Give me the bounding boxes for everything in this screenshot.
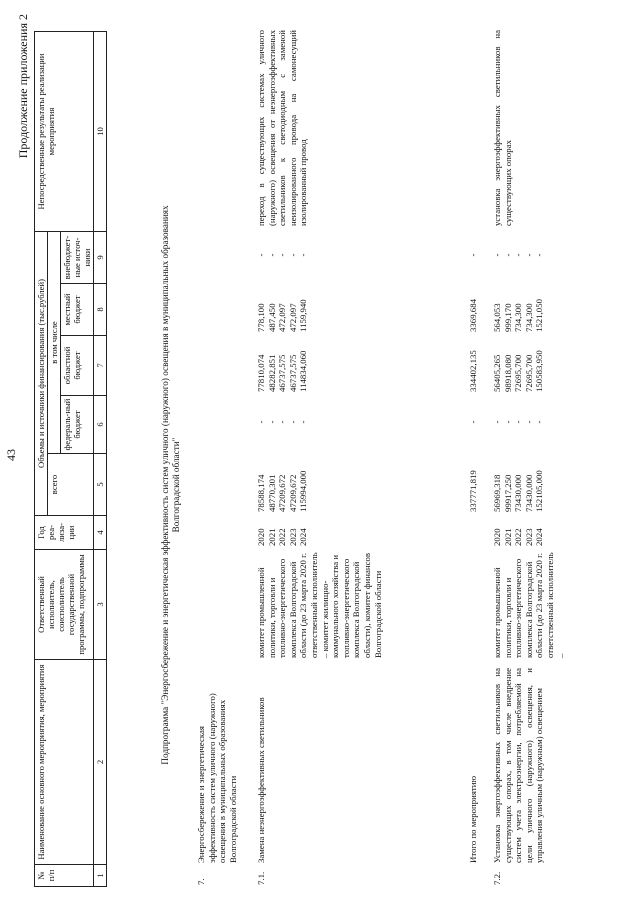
itogo-extra: - [468,253,478,257]
colnum-2: 2 [94,660,107,865]
item-7-2-total [492,452,545,512]
year-cell-1: 2021 [266,528,277,546]
extra-cell-0: - [492,253,502,257]
local-cell-1: 487,450 [266,303,277,332]
page-number: 43 [4,449,18,461]
subprogram-title: Подпрограмма "Энергосбережение и энергетическая эффективность систем уличного (наружного) освещения в муниципальных образованиях Волгоградской области" [160,205,181,765]
federal-cell-2: - [277,420,288,424]
item-7-2-years [492,514,545,546]
header-extra: внебюджет-ные источ-ники [61,232,94,284]
itogo-federal: - [468,420,478,424]
year-cell-2: 2022 [277,528,288,546]
item-7-2-federal [492,394,545,450]
federal-cell-0: - [492,420,502,424]
item-7-2-num: 7.2. [492,871,502,885]
item-7-2-local [492,282,545,332]
item-7-1-responsible: комитет промышленной политики, торговли и топливно-энергетического комплекса Волгоградской области (до 23 марта 2020 г. ответственный исполнитель – комитет жилищно-коммунального хозяйства и топливно-энергетического комплекса Волгоградской области), комитет финансов Волгоградской области [256,552,383,658]
itogo-regional: 334402,135 [468,350,478,392]
total-cell-1: 48770,301 [266,474,277,512]
header-including: в том числе [48,232,61,454]
header-num: № п/п [35,865,94,887]
total-cell-0: 56969,318 [492,474,502,512]
colnum-5: 5 [94,454,107,516]
year-cell-3: 2023 [523,528,534,546]
item-7-2-result: установка энергоэффективных светильников на существующих опорах [492,30,513,226]
header-responsible: Ответственный исполнитель, соисполнитель государственной программы, подпрограммы [35,550,94,660]
item-7-2-responsible: комитет промышленной политики, торговли и топливно-энергетического комплекса Волгоградской области (до 23 марта 2020 г. ответственный исполнитель – [492,552,566,658]
extra-cell-2: - [513,253,524,257]
federal-cell-0: - [256,420,266,424]
itogo-local: 3369,684 [468,299,478,332]
regional-cell-3: 46737,575 [287,354,298,392]
item-7-1-federal [256,394,309,450]
total-cell-1: 99917,250 [502,474,513,512]
colnum-1: 1 [94,865,107,887]
total-cell-4: 115994,000 [298,470,309,512]
regional-cell-4: 150583,950 [534,350,545,392]
local-cell-2: 472,097 [277,303,288,332]
local-cell-3: 472,097 [287,303,298,332]
local-cell-2: 734,300 [513,303,524,332]
header-local: местный бюджет [61,284,94,336]
local-cell-0: 564,053 [492,303,502,332]
colnum-4: 4 [94,516,107,550]
item-7-1-total [256,452,309,512]
regional-cell-0: 56405,265 [492,354,502,392]
federal-cell-1: - [266,420,277,424]
total-cell-3: 73430,000 [523,474,534,512]
extra-cell-3: - [523,253,534,257]
year-cell-4: 2024 [298,528,309,546]
item-7-1-years [256,514,309,546]
total-cell-2: 47209,672 [277,474,288,512]
header-financing: Объемы и источники финансирования (тыс.рублей) [35,232,48,516]
item-7-1-num: 7.1. [256,871,266,885]
item-7-name: Энергосбережение и энергетическая эффективность систем уличного (наружного) освещения в муниципальных образованиях Волгоградской области [196,693,238,863]
total-cell-4: 152105,000 [534,470,545,512]
colnum-8: 8 [94,284,107,336]
item-7-1-local [256,282,309,332]
local-cell-3: 734,300 [523,303,534,332]
extra-cell-1: - [502,253,513,257]
colnum-10: 10 [94,32,107,232]
colnum-9: 9 [94,232,107,284]
year-cell-2: 2022 [513,528,524,546]
item-7-1-result: переход в существующих системах уличного (наружного) освещения от неэнергоэффективных светильников к светодиодным с заменой неизолированного провода на самонесущий изолированный провод [256,30,309,226]
colnum-3: 3 [94,550,107,660]
local-cell-4: 1159,940 [298,299,309,332]
colnum-6: 6 [94,396,107,454]
regional-cell-1: 98918,080 [502,354,513,392]
year-cell-0: 2020 [256,528,266,546]
item-7-1-name: Замена неэнергоэффективных светильников [256,697,266,863]
item-7-1-regional [256,334,309,392]
extra-cell-3: - [287,253,298,257]
year-cell-4: 2024 [534,528,545,546]
federal-cell-4: - [298,420,309,424]
header-result: Непосредственные результаты реализации мероприятия [35,32,94,232]
federal-cell-3: - [523,420,534,424]
colnum-7: 7 [94,336,107,396]
regional-cell-3: 72695,700 [523,354,534,392]
continuation-label: Продолжение приложения 2 [16,14,30,159]
header-year: Год реа-лиза-ции [35,516,94,550]
federal-cell-1: - [502,420,513,424]
year-cell-0: 2020 [492,528,502,546]
federal-cell-2: - [513,420,524,424]
extra-cell-0: - [256,253,266,257]
year-cell-1: 2021 [502,528,513,546]
local-cell-4: 1521,050 [534,299,545,332]
year-cell-3: 2023 [287,528,298,546]
local-cell-1: 999,170 [502,303,513,332]
regional-cell-1: 48282,851 [266,354,277,392]
item-7-1-extra [256,230,309,280]
extra-cell-4: - [298,253,309,257]
extra-cell-4: - [534,253,545,257]
header-regional: областной бюджет [61,336,94,396]
federal-cell-3: - [287,420,298,424]
header-federal: федераль-ный бюджет [61,396,94,454]
item-7-num: 7. [196,878,206,885]
header-total: всего [48,454,94,516]
itogo-label: Итого по мероприятию [468,775,478,863]
regional-cell-4: 114834,060 [298,350,309,392]
extra-cell-2: - [277,253,288,257]
local-cell-0: 778,100 [256,303,266,332]
regional-cell-2: 46737,575 [277,354,288,392]
total-cell-3: 47209,672 [287,474,298,512]
item-7-2-regional [492,334,545,392]
total-cell-0: 78588,174 [256,474,266,512]
regional-cell-2: 72695,700 [513,354,524,392]
item-7-2-extra [492,230,545,280]
extra-cell-1: - [266,253,277,257]
total-cell-2: 73430,000 [513,474,524,512]
header-name: Наименование основного мероприятия, мероприятия [35,660,94,865]
item-7-2-name: Установка энергоэффективных светильников на существующих опорах, в том числе внедрение систем учета электроэнергии, потребляемой на цели уличного (наружного) освещения, и управления уличным (наружным) освещением [492,668,545,863]
federal-cell-4: - [534,420,545,424]
itogo-total: 337771,819 [468,470,478,512]
header-table [34,31,107,887]
regional-cell-0: 77810,074 [256,354,266,392]
